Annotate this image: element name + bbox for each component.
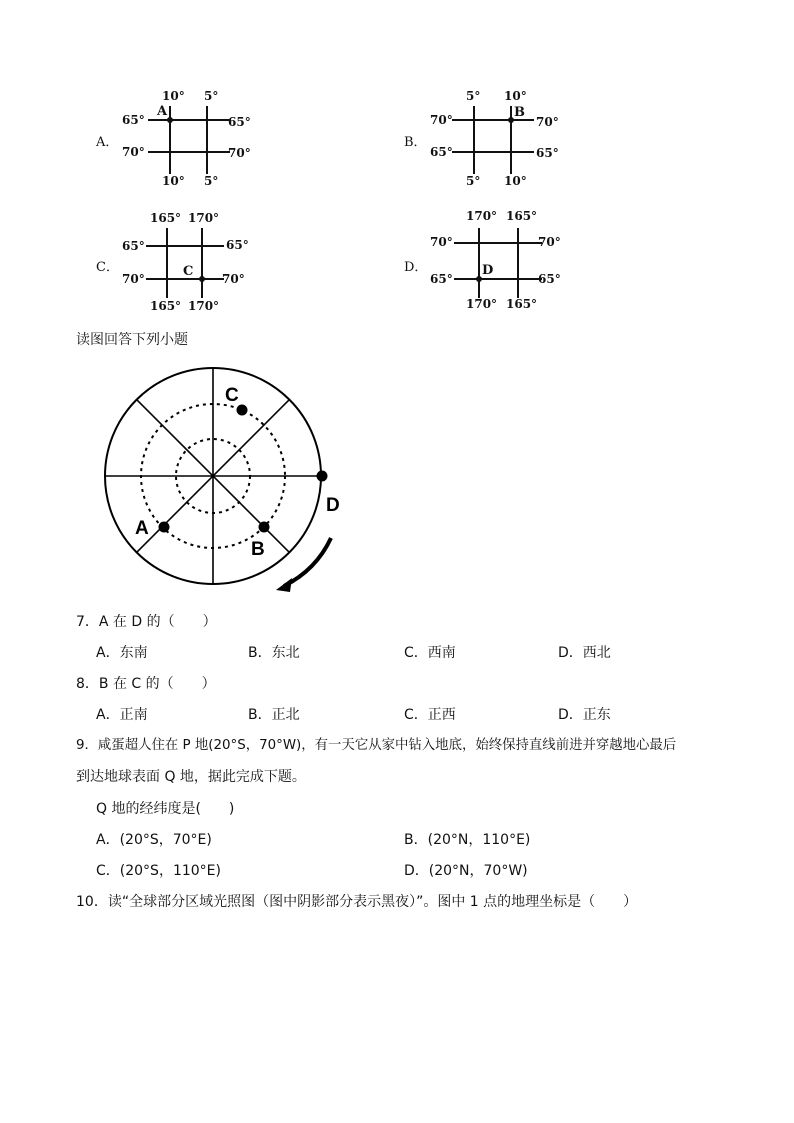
bottom-label: 5° xyxy=(466,174,481,188)
top-label: 170° xyxy=(188,211,220,225)
q7-option-b[interactable]: B．东北 xyxy=(248,645,300,661)
top-label: 10° xyxy=(504,89,527,103)
grid-diagram-d xyxy=(426,206,576,316)
rotation-arrow-icon xyxy=(276,578,292,592)
grid-diagram-b xyxy=(426,84,566,192)
point-label-d: D xyxy=(482,263,494,278)
q7-option-d[interactable]: D．西北 xyxy=(558,645,611,661)
bottom-label: 170° xyxy=(188,299,220,313)
grid-diagram-a xyxy=(118,84,258,192)
option-letter-c: C． xyxy=(96,260,119,275)
point-label-a: A xyxy=(157,104,168,119)
polar-label-b: B xyxy=(251,539,265,560)
q9-sub-question: Q 地的经纬度是( ) xyxy=(96,801,235,817)
option-letter-b: B． xyxy=(404,135,427,150)
left-label: 65° xyxy=(430,145,453,159)
q8-option-d[interactable]: D．正东 xyxy=(558,707,611,723)
q8-option-b[interactable]: B．正北 xyxy=(248,707,300,723)
polar-label-a: A xyxy=(135,518,149,539)
option-letter-a: A． xyxy=(96,135,119,150)
q9-option-b[interactable]: B．(20°N，110°E) xyxy=(404,832,531,848)
point-d-dot xyxy=(317,471,328,482)
point-b-dot xyxy=(259,522,270,533)
point-label-b: B xyxy=(514,105,525,120)
q7-option-c[interactable]: C．西南 xyxy=(404,645,456,661)
point-a-dot xyxy=(159,522,170,533)
polar-diagram xyxy=(98,362,358,598)
q9-option-a[interactable]: A．(20°S，70°E) xyxy=(96,832,212,848)
left-label: 70° xyxy=(430,235,453,249)
right-label: 65° xyxy=(536,146,559,160)
right-label: 70° xyxy=(228,146,251,160)
top-label: 5° xyxy=(466,89,481,103)
left-label: 65° xyxy=(122,113,145,127)
polar-label-c: C xyxy=(225,385,239,406)
q9-stem-line1: 9．咸蛋超人住在 P 地(20°S，70°W)，有一天它从家中钻入地底，始终保持直线前进并穿越地心最后 xyxy=(76,738,677,753)
top-label: 165° xyxy=(506,209,538,223)
right-label: 70° xyxy=(222,272,245,286)
q8-option-a[interactable]: A．正南 xyxy=(96,707,148,723)
top-label: 5° xyxy=(204,89,219,103)
point-label-c: C xyxy=(183,264,194,279)
q8-stem: 8．B 在 C 的（ ） xyxy=(76,676,216,692)
right-label: 70° xyxy=(536,115,559,129)
q7-option-a[interactable]: A．东南 xyxy=(96,645,148,661)
left-label: 70° xyxy=(122,145,145,159)
top-label: 165° xyxy=(150,211,182,225)
left-label: 70° xyxy=(430,113,453,127)
q9-option-d[interactable]: D．(20°N，70°W) xyxy=(404,863,528,879)
bottom-label: 170° xyxy=(466,297,498,311)
q7-stem: 7．A 在 D 的（ ） xyxy=(76,614,217,630)
bottom-label: 10° xyxy=(162,174,185,188)
grid-diagram-c xyxy=(118,206,258,316)
top-label: 10° xyxy=(162,89,185,103)
top-label: 170° xyxy=(466,209,498,223)
bottom-label: 165° xyxy=(506,297,538,311)
right-label: 65° xyxy=(538,272,561,286)
q9-stem-line2: 到达地球表面 Q 地，据此完成下题。 xyxy=(76,769,306,785)
left-label: 65° xyxy=(122,239,145,253)
bottom-label: 165° xyxy=(150,299,182,313)
q9-option-c[interactable]: C．(20°S，110°E) xyxy=(96,863,221,879)
intro-text: 读图回答下列小题 xyxy=(76,332,188,348)
q8-option-c[interactable]: C．正西 xyxy=(404,707,456,723)
bottom-label: 5° xyxy=(204,174,219,188)
right-label: 65° xyxy=(228,115,251,129)
point-c-dot xyxy=(237,405,248,416)
q10-stem: 10．读“全球部分区域光照图（图中阴影部分表示黑夜）”。图中 1 点的地理坐标是（ ） xyxy=(76,894,638,910)
left-label: 65° xyxy=(430,272,453,286)
option-letter-d: D． xyxy=(404,260,428,275)
polar-label-d: D xyxy=(326,495,340,516)
bottom-label: 10° xyxy=(504,174,527,188)
right-label: 70° xyxy=(538,235,561,249)
right-label: 65° xyxy=(226,238,249,252)
left-label: 70° xyxy=(122,272,145,286)
